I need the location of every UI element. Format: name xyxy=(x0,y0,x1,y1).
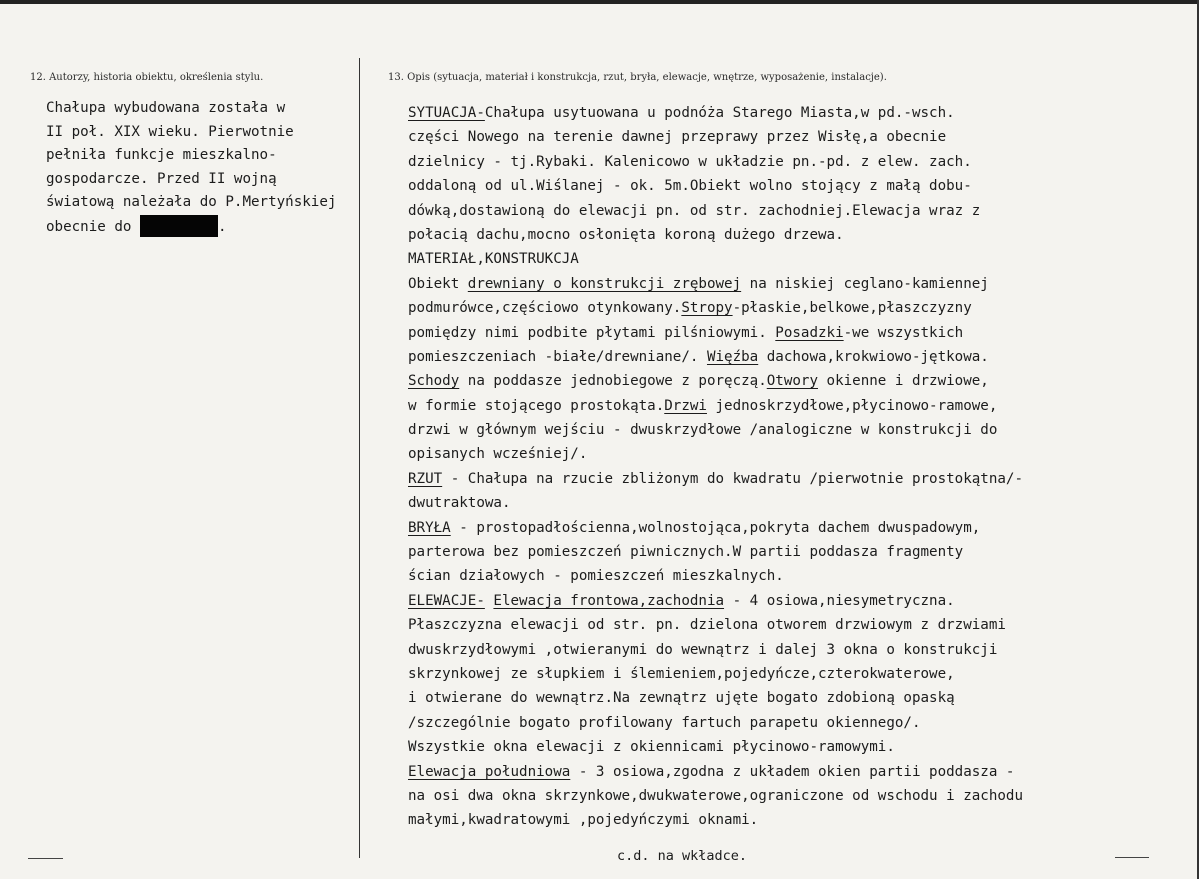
underlined-term: Więźba xyxy=(706,348,759,365)
text-line: i otwierane do wewnątrz.Na zewnątrz ujęte bogato zdobioną opaską xyxy=(408,690,955,707)
text-span: - Chałupa na rzucie zbliżonym do kwadratu /pierwotnie prostokątna/- xyxy=(442,470,1024,487)
top-border xyxy=(0,0,1199,4)
underlined-term: Drzwi xyxy=(664,397,707,414)
underlined-term: Otwory xyxy=(766,373,818,390)
text-line xyxy=(408,272,1188,296)
section-12-header: 12. Autorzy, historia obiektu, określenia stylu. xyxy=(30,72,264,83)
text-line: Płaszczyzna elewacji od str. pn. dzielona otworem drzwiowym z drzwiami xyxy=(408,617,1006,634)
text-span: na poddasze jednobiegowe z poręczą. xyxy=(459,373,767,390)
text-line: parterowa bez pomieszczeń piwnicznych.W partii poddasza fragmenty xyxy=(408,544,964,561)
text-line xyxy=(408,516,1188,540)
continuation-note: c.d. na wkładce. xyxy=(617,848,748,864)
text-span: pomiędzy nimi podbite płytami pilśniowymi. xyxy=(408,324,776,341)
section-heading: MATERIAŁ,KONSTRUKCJA xyxy=(408,251,579,268)
underlined-term: BRYŁA xyxy=(408,519,451,536)
underlined-term: drewniany o konstrukcji zrębowej xyxy=(467,275,742,292)
text-line: opisanych wcześniej/. xyxy=(408,446,588,463)
text-line: małymi,kwadratowymi ,pojedyńczymi oknami. xyxy=(408,812,759,829)
section-13-header: 13. Opis (sytuacja, materiał i konstrukcja, rzut, bryła, elewacje, wnętrze, wyposażenie, instalacje). xyxy=(388,72,887,83)
text-line: /szczególnie bogato profilowany fartuch parapetu okiennego/. xyxy=(408,714,921,731)
text-line: gospodarcze. Przed II wojną xyxy=(46,170,277,187)
text-span: jednoskrzydłowe,płycinowo-ramowe, xyxy=(706,397,998,414)
text-span: obecnie do xyxy=(46,218,132,235)
text-line: Wszystkie okna elewacji z okiennicami płycinowo-ramowymi. xyxy=(408,739,895,756)
underlined-term: SYTUACJA- xyxy=(408,105,485,121)
text-line: na osi dwa okna skrzynkowe,dwukwaterowe,ograniczone od wschodu i zachodu xyxy=(408,787,1023,804)
text-span: Obiekt xyxy=(408,275,468,292)
text-span: Chałupa usytuowana u podnóża Starego Miasta,w pd.-wsch. xyxy=(484,105,955,121)
text-span: - 4 osiowa,niesymetryczna. xyxy=(724,592,955,609)
text-line: połacią dachu,mocno osłonięta koroną dużego drzewa. xyxy=(408,226,844,243)
text-line: II poł. XIX wieku. Pierwotnie xyxy=(46,123,294,140)
text-span: na niskiej ceglano-kamiennej xyxy=(741,275,989,292)
text-span: w formie stojącego prostokąta. xyxy=(408,397,665,414)
text-line: skrzynkowej ze słupkiem i ślemieniem,pojedyńcze,czterokwaterowe, xyxy=(408,665,955,682)
bottom-right-mark xyxy=(1115,857,1149,858)
redaction-box xyxy=(140,215,218,237)
text-line: dówką,dostawioną do elewacji pn. od str. zachodniej.Elewacja wraz z xyxy=(408,202,981,219)
text-line: Chałupa wybudowana została w xyxy=(46,100,286,116)
text-line xyxy=(408,467,1188,491)
underlined-term: Elewacja frontowa,zachodnia xyxy=(493,592,725,609)
text-line xyxy=(408,589,1188,613)
underlined-term: Posadzki xyxy=(775,324,844,341)
text-span: pomieszczeniach -białe/drewniane/. xyxy=(408,348,707,365)
text-line xyxy=(408,394,1188,418)
text-line xyxy=(408,369,1188,393)
text-line: oddaloną od ul.Wiślanej - ok. 5m.Obiekt wolno stojący z małą dobu- xyxy=(408,178,972,195)
text-line: dwutraktowa. xyxy=(408,495,511,512)
text-line: ścian działowych - pomieszczeń mieszkalnych. xyxy=(408,568,784,585)
text-span: - prostopadłościenna,wolnostojąca,pokryta dachem dwuspadowym, xyxy=(450,519,981,536)
description-text xyxy=(408,101,1188,833)
text-span: -płaskie,belkowe,płaszczyzny xyxy=(732,300,972,317)
text-span: . xyxy=(217,218,227,235)
underlined-term: ELEWACJE- xyxy=(408,592,485,609)
text-line: części Nowego na terenie dawnej przeprawy przez Wisłę,a obecnie xyxy=(408,129,947,146)
underlined-term: RZUT xyxy=(408,470,443,487)
text-span: dachowa,krokwiowo-jętkowa. xyxy=(758,348,989,365)
authors-history-text xyxy=(46,97,386,239)
text-line xyxy=(46,215,386,239)
text-line: dzielnicy - tj.Rybaki. Kalenicowo w układzie pn.-pd. z elew. zach. xyxy=(408,153,972,170)
text-line xyxy=(408,760,1188,784)
text-line: dwuskrzydłowymi ,otwieranymi do wewnątrz i dalej 3 okna o konstrukcji xyxy=(408,641,998,658)
bottom-left-mark xyxy=(28,858,63,859)
text-span: okienne i drzwiowe, xyxy=(818,373,989,390)
text-span: - 3 osiowa,zgodna z układem okien partii poddasza - xyxy=(570,763,1015,780)
text-line: pełniła funkcje mieszkalno- xyxy=(46,147,277,164)
underlined-term: Stropy xyxy=(681,300,733,317)
text-span: -we wszystkich xyxy=(843,324,964,341)
text-line xyxy=(408,321,1188,345)
text-line xyxy=(408,296,1188,320)
text-line: drzwi w głównym wejściu - dwuskrzydłowe /analogiczne w konstrukcji do xyxy=(408,422,998,439)
underlined-term: Elewacja południowa xyxy=(408,763,571,780)
text-span: podmurówce,częściowo otynkowany. xyxy=(408,300,682,317)
underlined-term: Schody xyxy=(408,373,460,390)
text-line xyxy=(408,345,1188,369)
text-line: światową należała do P.Mertyńskiej xyxy=(46,194,337,211)
text-line xyxy=(408,101,1188,125)
